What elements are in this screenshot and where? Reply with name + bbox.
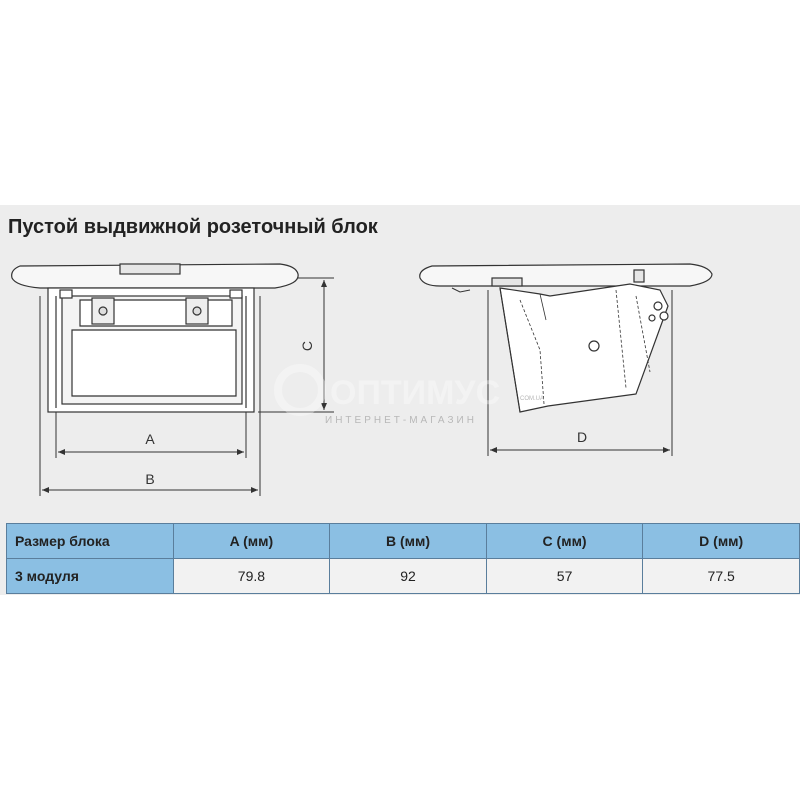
watermark-tagline: ИНТЕРНЕТ-МАГАЗИН [325,415,477,426]
dimensions-table [6,523,800,594]
watermark-logo-text: ОПТИМУС [330,374,501,412]
table-row [7,559,800,594]
table-cell: 57 [486,559,643,594]
table-cell: 3 модуля [7,559,174,594]
watermark-domain: COM.UA [520,396,544,402]
table-header-cell: B (мм) [330,524,487,559]
table-header-cell: Размер блока [7,524,174,559]
table-header-cell: C (мм) [486,524,643,559]
front-view [12,264,298,412]
table-header-cell: A (мм) [173,524,330,559]
page-title: Пустой выдвижной розеточный блок [8,216,378,238]
table-cell: 79.8 [173,559,330,594]
dimension-label-b: B [145,471,155,487]
dimension-label-a: A [145,431,155,447]
table-header-row [7,524,800,559]
table-cell: 92 [330,559,487,594]
dimension-label-c: C [299,340,315,352]
table-header-cell: D (мм) [643,524,800,559]
dimension-label-d: D [576,429,588,445]
watermark-logo [278,368,500,412]
table-cell: 77.5 [643,559,800,594]
